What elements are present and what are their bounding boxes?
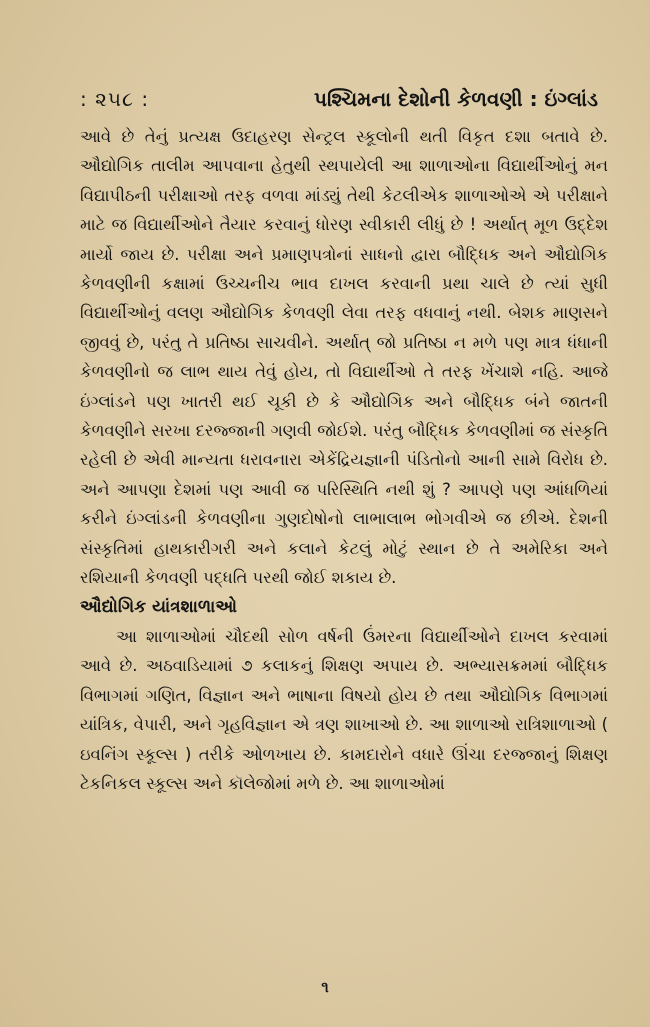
paragraph: આવે છે તેનું પ્રત્યક્ષ ઉદાહરણ સેન્ટ્રલ સ્કૂલોની થતી વિકૃત દશા બતાવે છે. ઔદ્યોગિક તાલીમ આપવાના હેતુથી સ્થપાયેલી આ શાળાઓના વિદ્યાર્થીઓનું મન વિદ્યાપીઠની પરીક્ષાઓ તરફ વળવા માંડ્યું તેથી કેટલીએક શાળાઓએ એ પરીક્ષાને માટે જ વિદ્યાર્થીઓને તૈયાર કરવાનું ધોરણ સ્વીકારી લીધું છે ! અર્થાત્ મૂળ ઉદ્દેશ માર્યો જાય છે. પરીક્ષા અને પ્રમાણપત્રોનાં સાધનો દ્વારા બૌદ્ધિક અને ઔદ્યોગિક કેળવણીની કક્ષામાં ઉચ્ચનીચ ભાવ દાખલ કરવાની પ્રથા ચાલે છે ત્યાં સુધી વિદ્યાર્થીઓનું વલણ ઔદ્યોગિક કેળવણી લેવા તરફ વધવાનું નથી. બેશક માણસને જીવવું છે, પરંતુ તે પ્રતિષ્ઠા સાચવીને. અર્થાત્ જો પ્રતિષ્ઠા ન મળે પણ માત્ર ધંધાની કેળવણીનો જ લાભ થાય તેવું હોય, તો વિદ્યાર્થીઓ તે તરફ ખેંચાશે નહિ. આજે ઇંગ્લાંડને પણ ખાતરી થઈ ચૂકી છે કે ઔદ્યોગિક અને બૌદ્ધિક બંને જાતની કેળવણીને સરખા દરજ્જાની ગણવી જોઈશે. પરંતુ બૌદ્ધિક કેળવણીમાં જ સંસ્કૃતિ રહેલી છે એવી માન્યતા ધરાવનારા એકેંદ્રિયજ્ઞાની પંડિતોનો આની સામે વિરોધ છે. અને આપણા દેશમાં પણ આવી જ પરિસ્થિતિ નથી શું ? આપણે પણ આંધળિયાં કરીને ઇંગ્લાંડની કેળવણીના ગુણદોષોનો લાભાલાભ ભોગવીએ જ છીએ. દેશની સંસ્કૃતિમાં હાથકારીગરી અને કલાને કેટલું મોટું સ્થાન છે તે અમેરિકા અને રશિયાની કેળવણી પદ્ધતિ પરથી જોઈ શકાય છે. xyxy=(80,127,608,588)
section-heading: ઔદ્યોગિક યાંત્રશાળાઓ xyxy=(80,596,237,617)
page-number: : ૨૫૮ : xyxy=(80,87,150,111)
running-title: પશ્ચિમના દેશોની કેળવણી : ઇંગ્લાંડ xyxy=(313,87,598,111)
footer-mark: ૧ xyxy=(321,978,329,996)
section-paragraph: આ શાળાઓમાં ચૌદથી સોળ વર્ષની ઉંમરના વિદ્યાર્થીઓને દાખલ કરવામાં આવે છે. અઠવાડિયામાં ૭ કલાકનું શિક્ષણ અપાય છે. અભ્યાસક્રમમાં બૌદ્ધિક વિભાગમાં ગણિત, વિજ્ઞાન અને ભાષાના વિષયો હોય છે તથા ઔદ્યોગિક વિભાગમાં યાંત્રિક, વેપારી, અને ગૃહવિજ્ઞાન એ ત્રણ શાખાઓ છે. આ શાળાઓ રાત્રિશાળાઓ ( ઇવનિંગ સ્કૂલ્સ ) તરીકે ઓળખાય છે. કામદારોને વધારે ઊંચા દરજ્જાનું શિક્ષણ ટેકનિકલ સ્કૂલ્સ અને કૉલેજોમાં મળે છે. આ શાળાઓમાં xyxy=(80,626,608,793)
body-text xyxy=(80,122,608,798)
page-header xyxy=(80,84,598,114)
